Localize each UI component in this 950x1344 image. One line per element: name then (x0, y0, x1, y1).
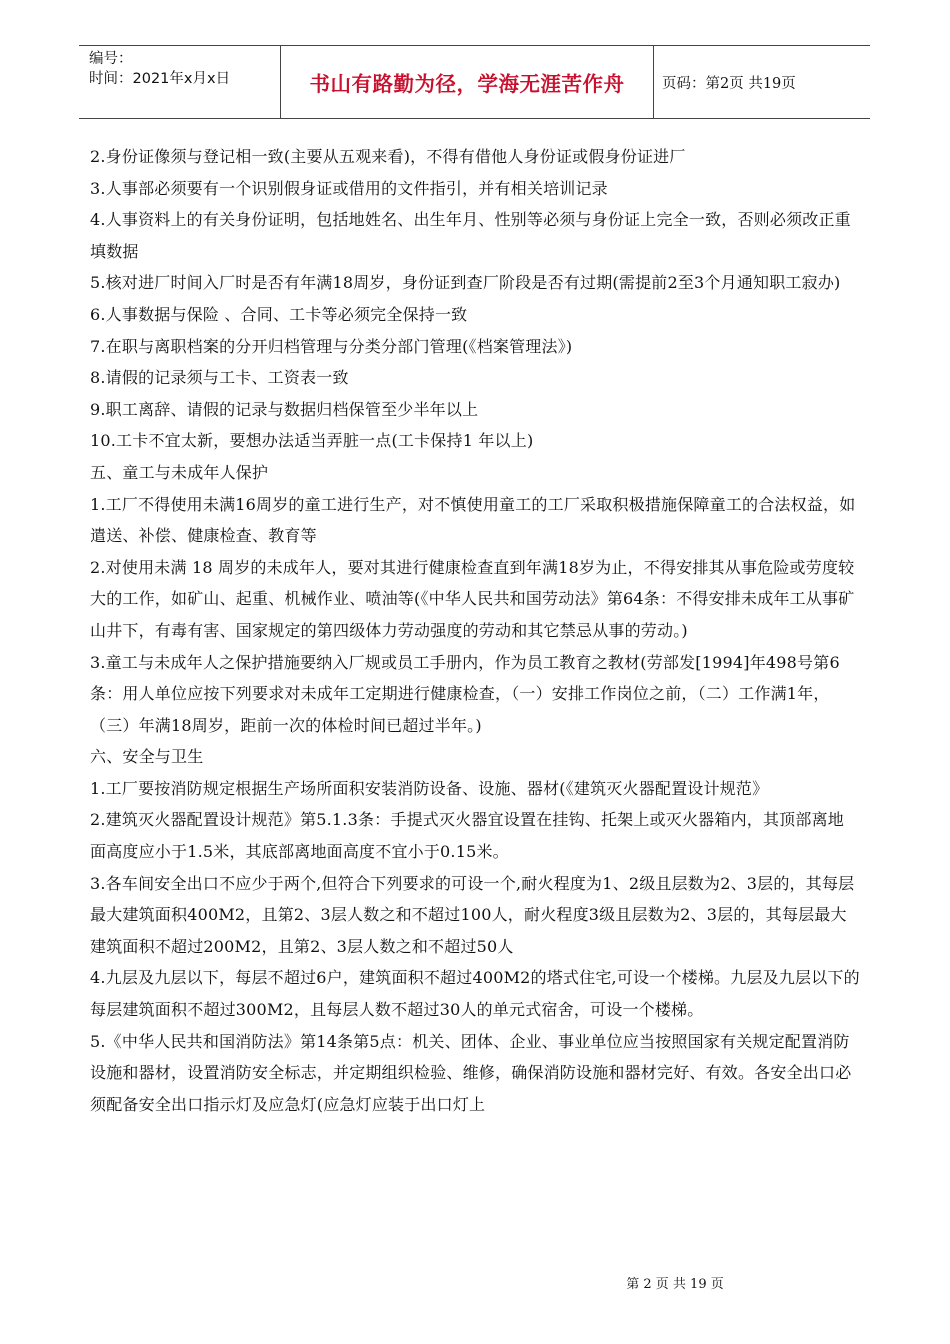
section-heading: 五、童工与未成年人保护 (90, 462, 269, 482)
paragraph: 2.身份证像须与登记相一致(主要从五观来看)，不得有借他人身份证或假身份证进厂 (90, 147, 686, 166)
document-header (79, 45, 870, 119)
header-slogan-cell (281, 46, 654, 118)
paragraph: 6.人事数据与保险 、合同、工卡等必须完全保持一致 (90, 304, 468, 324)
paragraph: 5.《中华人民共和国消防法》第14条第5点：机关、团体、企业、事业单位应当按照国家有关规定配置消防设施和器材，设置消防安全标志，并定期组织检验、维修，确保消防设施和器材完好、有效。各安全出口必须配备安全出口指示灯及应急灯(应急灯应装于出口灯上 (90, 1031, 852, 1114)
paragraph: 3.各车间安全出口不应少于两个,但符合下列要求的可设一个,耐火程度为1、2级且层数为2、3层的，其每层最大建筑面积400M2，且第2、3层人数之和不超过100人，耐火程度3级且层数为2、3层的，其每层最大建筑面积不超过200M2，且第2、3层人数之和不超过50人 (90, 873, 855, 956)
paragraph: 4.九层及九层以下，每层不超过6户，建筑面积不超过400M2的塔式住宅,可设一个楼梯。九层及九层以下的每层建筑面积不超过300M2，且每层人数不超过30人的单元式宿舍，可设一个楼梯。 (90, 968, 860, 1020)
page-footer (0, 1273, 950, 1292)
section-heading: 六、安全与卫生 (90, 747, 204, 767)
paragraph: 5.核对进厂时间入厂时是否有年满18周岁，身份证到查厂阶段是否有过期(需提前2至3个月通知职工寂办) (90, 273, 841, 293)
footer-page-number: 第 2 页 共 19 页 (626, 1277, 724, 1292)
paragraph: 1.工厂不得使用未满16周岁的童工进行生产，对不慎使用童工的工厂采取积极措施保障童工的合法权益，如遣送、补偿、健康检查、教育等 (90, 494, 856, 546)
paragraph: 3.童工与未成年人之保护措施要纳入厂规或员工手册内，作为员工教育之教材(劳部发[1994]年498号第6条：用人单位应按下列要求对未成年工定期进行健康检查，（一）安排工作岗位之前，（二）工作满1年，（三）年满18周岁，距前一次的体检时间已超过半年。) (90, 652, 840, 735)
document-date: 时间：2021年x月x日 (89, 71, 231, 87)
document-body (90, 141, 860, 1120)
paragraph: 8.请假的记录须与工卡、工资表一致 (90, 368, 349, 388)
paragraph: 1.工厂要按消防规定根据生产场所面积安装消防设备、设施、器材(《建筑灭火器配置设计规范》 (90, 778, 769, 798)
paragraph: 2.建筑灭火器配置设计规范》第5.1.3条：手提式灭火器宜设置在挂钩、托架上或灭火器箱内，其顶部离地面高度应小于1.5米，其底部离地面高度不宜小于0.15米。 (90, 810, 844, 862)
paragraph: 2.对使用未满 18 周岁的未成年人，要对其进行健康检查直到年满18岁为止，不得安排其从事危险或劳度较大的工作，如矿山、起重、机械作业、喷油等(《中华人民共和国劳动法》第64条：不得安排未成年工从事矿山井下，有毒有害、国家规定的第四级体力劳动强度的劳动和其它禁忌从事的劳动。) (90, 557, 855, 640)
paragraph: 9.职工离辞、请假的记录与数据归档保管至少半年以上 (90, 399, 479, 419)
document-number: 编号： (89, 51, 133, 67)
paragraph: 3.人事部必须要有一个识别假身证或借用的文件指引，并有相关培训记录 (90, 178, 608, 198)
header-meta (79, 46, 281, 118)
paragraph: 4.人事资料上的有关身份证明，包括地姓名、出生年月、性别等必须与身份证上完全一致，否则必须改正重填数据 (90, 210, 851, 261)
paragraph: 10.工卡不宜太新，要想办法适当弄脏一点(工卡保持1 年以上) (90, 431, 534, 451)
header-slogan: 书山有路勤为径，学海无涯苦作舟 (309, 72, 625, 96)
paragraph: 7.在职与离职档案的分开归档管理与分类分部门管理(《档案管理法》) (90, 336, 573, 356)
header-page-info: 页码：第2页 共19页 (662, 75, 796, 92)
